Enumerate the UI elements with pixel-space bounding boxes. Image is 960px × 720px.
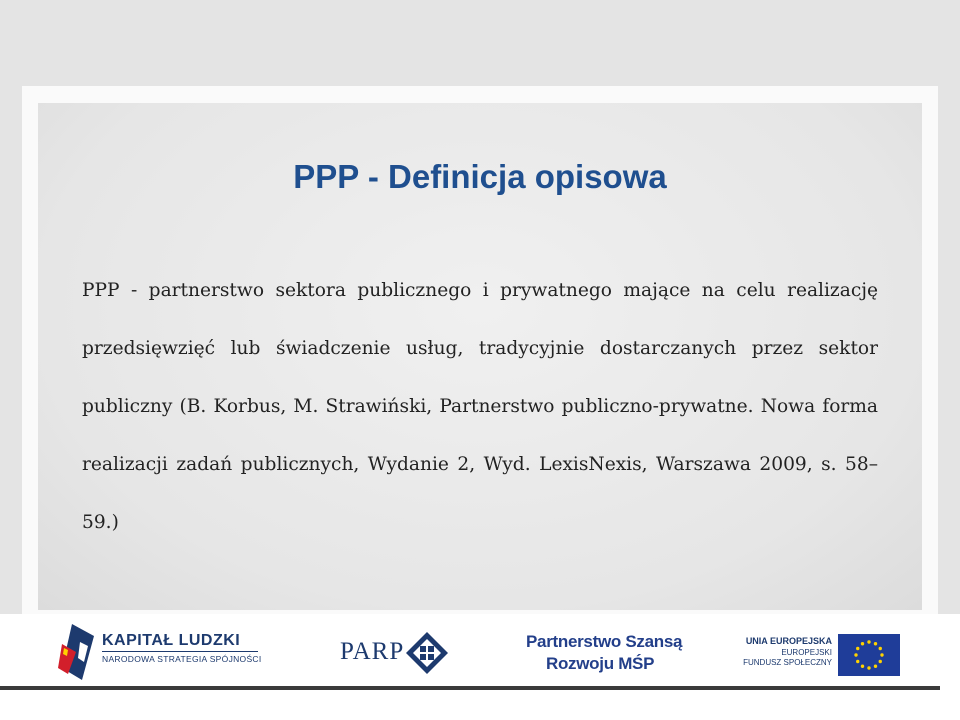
eu-star — [856, 660, 859, 663]
parp-diamond-icon — [406, 632, 448, 674]
eu-star — [879, 660, 882, 663]
eu-logo — [740, 632, 900, 680]
eu-star — [867, 666, 870, 669]
partnerstwo-szansa-logo — [526, 630, 683, 680]
eu-star — [874, 665, 877, 668]
eu-line1: UNIA EUROPEJSKA — [745, 636, 832, 646]
parp-logo — [340, 630, 450, 678]
kapital-ludzki-logo — [58, 622, 268, 684]
eu-star — [856, 647, 859, 650]
eu-line2: EUROPEJSKI — [781, 648, 832, 657]
eu-star — [867, 640, 870, 643]
parp-text: PARP — [340, 638, 405, 665]
kapital-ludzki-rule — [102, 651, 258, 652]
eu-star — [874, 642, 877, 645]
footer-divider — [0, 686, 940, 690]
eu-star — [880, 653, 883, 656]
eu-line3: FUNDUSZ SPOŁECZNY — [743, 658, 832, 667]
kapital-ludzki-title: KAPITAŁ LUDZKI — [102, 632, 241, 649]
slide-title: PPP - Definicja opisowa — [293, 158, 667, 195]
partnerstwo-line1: Partnerstwo Szansą — [526, 632, 683, 651]
eu-star — [861, 665, 864, 668]
slide-body-text: PPP - partnerstwo sektora publicznego i prywatnego mające na celu realizację przedsięwzięć lub świadczenie usług, tradycyjnie dostarczanych przez sektor publiczny (B. Korbus, M. Strawiński, Partnerstwo publiczno-prywatne. Nowa forma realizacji zadań publicznych, Wydanie 2, Wyd. LexisNexis, Warszawa 2009, s. 58–59.) — [82, 280, 878, 533]
kapital-ludzki-subtitle: NARODOWA STRATEGIA SPÓJNOŚCI — [102, 654, 262, 664]
eu-star — [861, 642, 864, 645]
partnerstwo-line2: Rozwoju MŚP — [546, 654, 655, 673]
kapital-ludzki-icon — [58, 622, 98, 682]
eu-star — [854, 653, 857, 656]
eu-star — [879, 647, 882, 650]
eu-flag-icon — [838, 634, 900, 676]
